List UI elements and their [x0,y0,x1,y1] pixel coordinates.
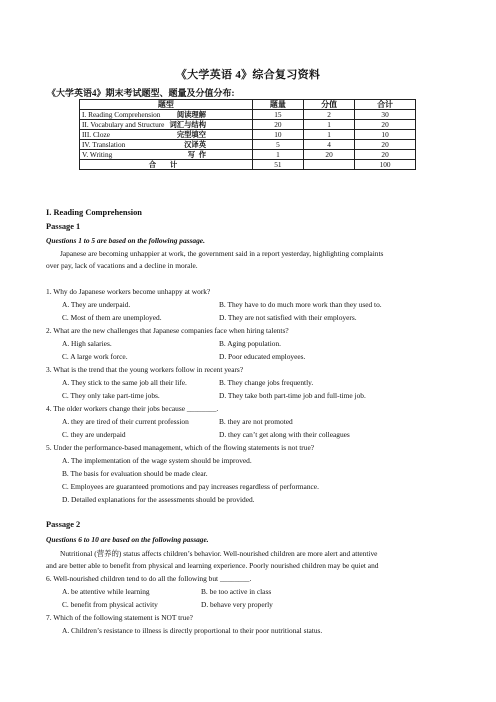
option: B. Aging population. [219,339,282,348]
header-score: 分值 [304,100,355,110]
score-distribution-table [79,99,416,170]
row-type-en: III. Cloze [82,130,110,139]
option: C. Employees are guaranteed promotions and pay increases regardless of performance. [62,482,319,491]
option: D. They are not satisfied with their employers. [219,313,357,322]
row-type-en: V. Writing [82,150,113,159]
sum-label: 合 计 [80,160,253,170]
option: B. The basis for evaluation should be made clear. [62,469,208,478]
passage-text: Nutritional (营养的) status affects children’s behavior. Well-nourished children are more alert and attentive [60,549,378,558]
option: A. The implementation of the wage system should be improved. [62,456,252,465]
row-type-zh: 写 作 [187,150,206,159]
document-title: 《大学英语 4》综合复习资料 [175,69,321,81]
row-score: 4 [304,140,355,150]
option: C. They only take part-time jobs. [62,391,160,400]
option: A. they are tired of their current profession [62,417,189,426]
question: 5. Under the performance-based management, which of the flowing statements is not true? [46,443,315,452]
table-row [80,140,416,150]
table-sum-row [80,160,416,170]
row-type-zh: 汉译英 [184,140,206,149]
table-row [80,120,416,130]
passage-instruction: Questions 1 to 5 are based on the following passage. [46,236,205,245]
row-count: 20 [252,120,303,130]
row-score: 1 [304,120,355,130]
table-header-row [80,100,416,110]
row-type-zh: 完型填空 [176,130,206,139]
passage-text: Japanese are becoming unhappier at work, the government said in a report yesterday, highlighting complaints [60,249,384,258]
option: D. They take both part-time job and full-time job. [219,391,366,400]
question: 3. What is the trend that the young workers follow in recent years? [46,365,244,374]
option: A. High salaries. [62,339,112,348]
question: 4. The older workers change their jobs because ________. [46,404,219,413]
option: C. they are underpaid [62,430,126,439]
option: A. They stick to the same job all their life. [62,378,187,387]
table-caption: 《大学英语4》期末考试题型、题量及分值分布: [47,88,235,98]
option: C. Most of them are unemployed. [62,313,162,322]
option: C. benefit from physical activity [62,600,158,609]
option: D. behave very properly [201,600,273,609]
header-total: 合计 [355,100,416,110]
question: 1. Why do Japanese workers become unhappy at work? [46,287,211,296]
row-total: 20 [355,150,416,160]
header-type: 题型 [80,100,253,110]
row-total: 20 [355,140,416,150]
row-score: 1 [304,130,355,140]
option: B. they are not promoted [219,417,293,426]
row-total: 20 [355,120,416,130]
question: 6. Well-nourished children tend to do all the following but ________. [46,574,252,583]
option: C. A large work force. [62,352,128,361]
row-type-zh: 阅读理解 [176,110,206,119]
row-total: 30 [355,110,416,120]
passage-heading: Passage 1 [46,222,81,231]
question: 2. What are the new challenges that Japanese companies face when hiring talents? [46,326,289,335]
table-row [80,110,416,120]
option: B. be too active in class [201,587,272,596]
sum-count: 51 [252,160,303,170]
row-type-zh: 词汇与结构 [169,120,206,129]
option: D. Poor educated employees. [219,352,306,361]
row-type-en: I. Reading Comprehension [82,110,161,119]
row-count: 1 [252,150,303,160]
option: A. be attentive while learning [62,587,150,596]
passage-text: and are better able to benefit from physical and learning experience. Poorly nourished children may be quiet and [46,561,379,570]
option: A. They are underpaid. [62,300,131,309]
option: A. Children’s resistance to illness is directly proportional to their poor nutritional status. [62,626,323,635]
table-row [80,130,416,140]
sum-total: 100 [355,160,416,170]
row-count: 15 [252,110,303,120]
option: D. Detailed explanations for the assessments should be provided. [62,495,255,504]
row-type-en: IV. Translation [82,140,126,149]
row-count: 5 [252,140,303,150]
passage-text: over pay, lack of vacations and a decline in morale. [46,261,198,270]
row-count: 10 [252,130,303,140]
row-score: 20 [304,150,355,160]
section-heading: I. Reading Comprehension [46,208,142,217]
row-type-en: II. Vocabulary and Structure [82,120,165,129]
passage-heading: Passage 2 [46,520,81,529]
option: D. they can’t get along with their colleagues [219,430,350,439]
row-total: 10 [355,130,416,140]
passage-instruction: Questions 6 to 10 are based on the following passage. [46,535,209,544]
header-count: 题量 [252,100,303,110]
row-score: 2 [304,110,355,120]
option: B. They change jobs frequently. [219,378,314,387]
question: 7. Which of the following statement is NOT true? [46,613,193,622]
table-row [80,150,416,160]
option: B. They have to do much more work than they used to. [219,300,382,309]
